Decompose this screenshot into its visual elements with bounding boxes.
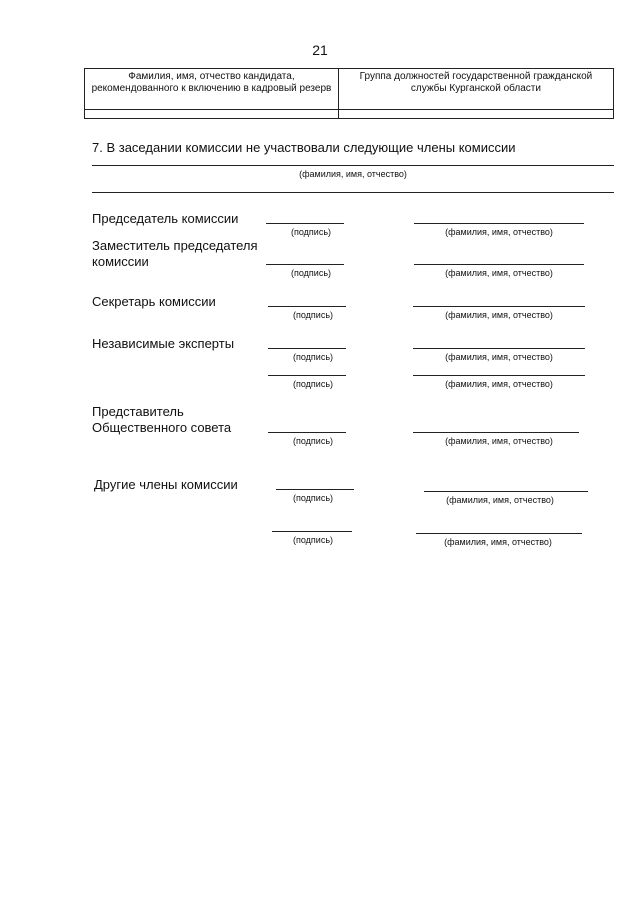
name-hint: (фамилия, имя, отчество) <box>444 537 552 547</box>
signature-line <box>268 432 346 433</box>
name-hint: (фамилия, имя, отчество) <box>446 495 554 505</box>
name-hint: (фамилия, имя, отчество) <box>445 352 553 362</box>
table-cell <box>85 110 339 119</box>
name-line <box>414 264 584 265</box>
other-members-label: Другие члены комиссии <box>94 477 238 492</box>
signature-line <box>268 375 346 376</box>
signature-hint: (подпись) <box>292 436 334 446</box>
absent-members-line <box>92 165 614 166</box>
signature-line <box>268 306 346 307</box>
signature-hint: (подпись) <box>292 310 334 320</box>
position-group-header: Группа должностей государственной гражданской службы Курганской области <box>338 69 613 110</box>
secretary-label: Секретарь комиссии <box>92 294 216 309</box>
table-cell <box>338 110 613 119</box>
name-hint: (фамилия, имя, отчество) <box>445 379 553 389</box>
page-number: 21 <box>312 42 328 58</box>
name-line <box>414 223 584 224</box>
table-row <box>85 110 614 119</box>
name-hint: (фамилия, имя, отчество) <box>445 268 553 278</box>
signature-hint: (подпись) <box>290 227 332 237</box>
signature-line <box>268 348 346 349</box>
table-header-row <box>85 69 614 110</box>
chairman-label: Председатель комиссии <box>92 211 239 226</box>
experts-label: Независимые эксперты <box>92 336 235 351</box>
candidate-name-header: Фамилия, имя, отчество кандидата, рекомендованного к включению в кадровый резерв <box>85 69 339 110</box>
name-line <box>424 491 588 492</box>
signature-hint: (подпись) <box>292 379 334 389</box>
signature-hint: (подпись) <box>292 352 334 362</box>
name-line <box>413 375 585 376</box>
absent-members-line-2 <box>92 192 614 193</box>
public-rep-label-line2: Общественного совета <box>92 420 232 435</box>
signature-line <box>266 223 344 224</box>
public-rep-label-line1: Представитель <box>92 404 184 419</box>
name-hint: (фамилия, имя, отчество) <box>445 310 553 320</box>
signature-hint: (подпись) <box>292 493 334 503</box>
name-line <box>413 348 585 349</box>
signature-hint: (подпись) <box>292 535 334 545</box>
name-hint: (фамилия, имя, отчество) <box>445 436 553 446</box>
name-line <box>413 306 585 307</box>
name-line <box>413 432 579 433</box>
signature-hint: (подпись) <box>290 268 332 278</box>
signature-line <box>276 489 354 490</box>
candidate-table <box>84 68 614 119</box>
section-title: 7. В заседании комиссии не участвовали следующие члены комиссии <box>92 140 516 155</box>
signature-line <box>266 264 344 265</box>
name-line <box>416 533 582 534</box>
fio-hint: (фамилия, имя, отчество) <box>299 169 407 179</box>
deputy-chairman-label-line2: комиссии <box>92 254 149 269</box>
deputy-chairman-label-line1: Заместитель председателя <box>92 238 258 253</box>
signature-line <box>272 531 352 532</box>
name-hint: (фамилия, имя, отчество) <box>445 227 553 237</box>
